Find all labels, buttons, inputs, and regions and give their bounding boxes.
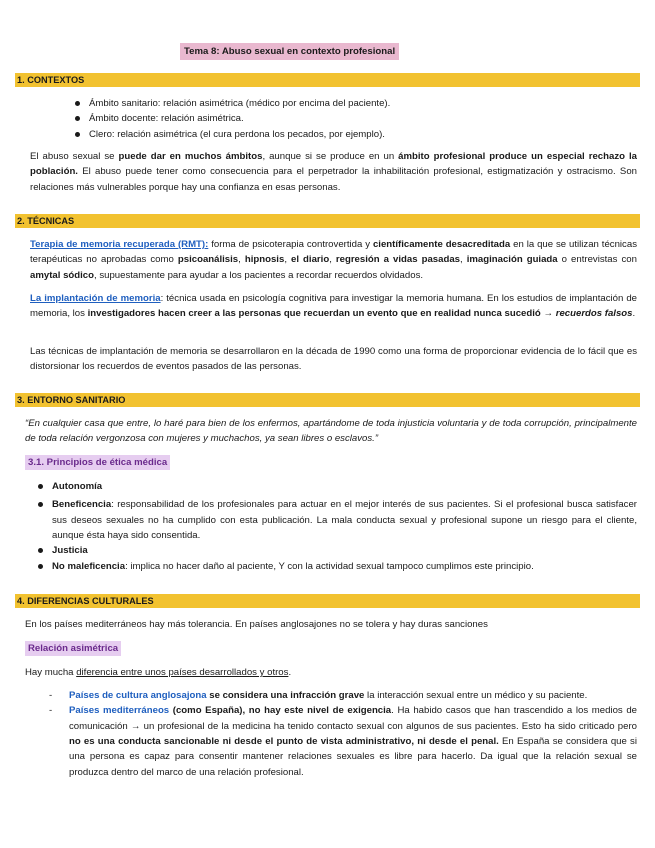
subsection-heading-principios: 3.1. Principios de ética médica — [25, 455, 170, 470]
list-item: - Países mediterráneos (como España), no hay este nivel de exigencia. Ha habido casos que han trascendido a los medios de comunicación → un profesional de la medicina ha tenido contacto sexual con algunos de sus pacientes. Esto ha sido criticado pero no es una conducta sancionable ni desde el punto de vista administrativo, ni desde el penal. En España se considera que si una persona es capaz para consentir mantener relaciones sexuales es libre para hacerlo. Da igual que la relación sexual se produzca dentro del marco de una relación profesional. — [49, 703, 637, 780]
list-item: Ámbito sanitario: relación asimétrica (médico por encima del paciente). — [75, 96, 635, 111]
countries-paragraph: Hay mucha diferencia entre unos países desarrollados y otros. — [25, 667, 292, 678]
list-item: Autonomía — [38, 479, 637, 494]
memory-implant-paragraph: La implantación de memoria: técnica usada en psicología cognitiva para investigar la memoria humana. En los estudios de implantación de memoria, los investigadores hacen creer a las personas que recuerdan un evento que en realidad nunca sucedió → recuerdos falsos. — [30, 293, 637, 320]
section-heading-diferencias: 4. DIFERENCIAS CULTURALES — [15, 594, 640, 608]
hippocratic-quote: “En cualquier casa que entre, lo haré para bien de los enfermos, apartándome de toda injusticia voluntaria y de toda corrupción, principalmente de toda relación vergonzosa con mujeres y muchachos, ya sean libres o esclavos.” — [25, 418, 637, 445]
subsection-heading-relacion: Relación asimétrica — [25, 641, 121, 656]
techniques-paragraph: Las técnicas de implantación de memoria se desarrollaron en la década de 1990 como una forma de proporcionar evidencia de lo fácil que es distorsionar los recuerdos de eventos pasados de las personas. — [30, 346, 637, 373]
countries-list — [49, 688, 637, 780]
rmt-link[interactable]: Terapia de memoria recuperada (RMT): — [30, 239, 209, 250]
list-item: Justicia — [38, 543, 637, 558]
document-title: Tema 8: Abuso sexual en contexto profesional — [180, 43, 399, 60]
list-item: Ámbito docente: relación asimétrica. — [75, 111, 635, 126]
list-item: Clero: relación asimétrica (el cura perdona los pecados, por ejemplo). — [75, 127, 635, 142]
cultural-paragraph: En los países mediterráneos hay más tolerancia. En países anglosajones no se tolera y hay duras sanciones — [25, 619, 488, 630]
memory-implant-link[interactable]: La implantación de memoria — [30, 293, 161, 304]
list-item: No maleficencia: implica no hacer daño al paciente, Y con la actividad sexual tampoco cumplimos este principio. — [38, 559, 637, 574]
rmt-paragraph: Terapia de memoria recuperada (RMT): forma de psicoterapia controvertida y científicamente desacreditada en la que se utilizan técnicas terapéuticas no aprobadas como psicoanálisis, hipnosis, el diario, regresión a vidas pasadas, imaginación guiada o entrevistas con amytal sódico, supuestamente para ayudar a los pacientes a recordar recuerdos olvidados. — [30, 239, 637, 281]
section-heading-contextos: 1. CONTEXTOS — [15, 73, 640, 87]
contexts-list — [75, 96, 635, 142]
ethics-principles-list — [38, 479, 637, 574]
section-heading-tecnicas: 2. TÉCNICAS — [15, 214, 640, 228]
list-item: Beneficencia: responsabilidad de los profesionales para actuar en el mejor interés de sus pacientes. Si el profesional busca satisfacer sus deseos sexuales no ha cumplido con esta publicación. La mala conducta sexual y profesional supone un riesgo para el cliente, aunque ésta haya sido consentida. — [38, 497, 637, 543]
section-heading-entorno: 3. ENTORNO SANITARIO — [15, 393, 640, 407]
list-item: - Países de cultura anglosajona se considera una infracción grave la interacción sexual entre un médico y su paciente. — [49, 688, 637, 703]
contexts-paragraph: El abuso sexual se puede dar en muchos ámbitos, aunque si se produce en un ámbito profesional produce un especial rechazo la población. El abuso puede tener como consecuencia para el perpetrador la inhabilitación profesional, estigmatización y ostracismo. Son relaciones más vulnerables porque hay una confianza en esas personas. — [30, 151, 637, 193]
